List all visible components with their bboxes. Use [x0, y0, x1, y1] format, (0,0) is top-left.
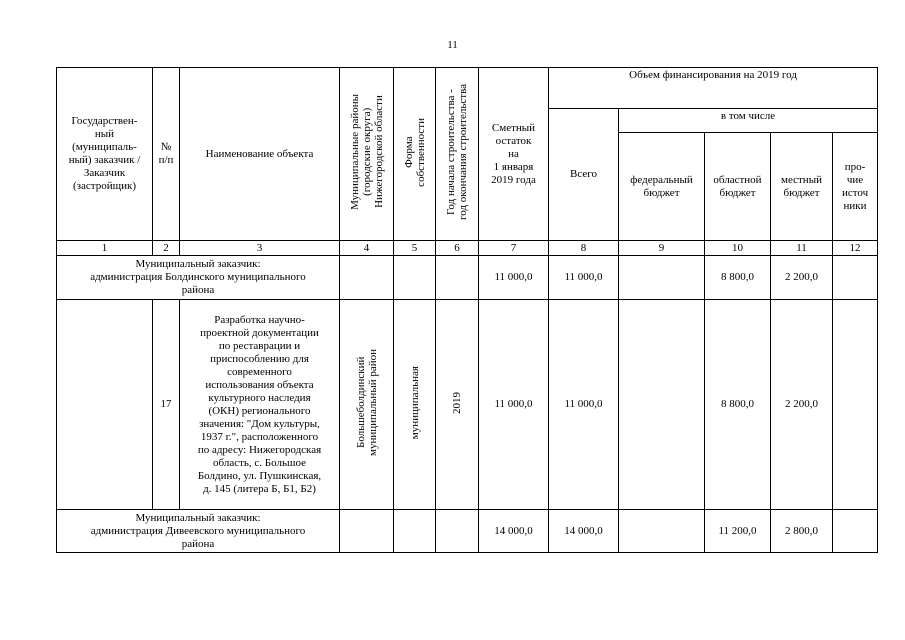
object-row-17 — [57, 300, 878, 510]
header-other-text: про- чие источ ники — [841, 160, 869, 212]
header-funding-total-text: Объем финансирования на 2019 год — [629, 69, 797, 81]
empty-cell — [436, 510, 479, 553]
total-cell: 11 000,0 — [549, 256, 619, 300]
group-row-diveevo — [57, 510, 878, 553]
column-number: 7 — [479, 241, 549, 256]
empty-cell — [394, 256, 436, 300]
header-ownership — [394, 68, 436, 241]
column-number: 2 — [153, 241, 180, 256]
header-balance-text: Сметный остаток на 1 января 2019 года — [491, 121, 536, 186]
group-label — [57, 510, 340, 553]
other-cell — [833, 510, 878, 553]
column-number: 1 — [57, 241, 153, 256]
federal-cell — [619, 510, 705, 553]
local-cell: 2 200,0 — [771, 256, 833, 300]
page-number: 11 — [447, 39, 458, 51]
balance-cell: 11 000,0 — [479, 256, 549, 300]
header-total — [549, 109, 619, 241]
federal-cell — [619, 256, 705, 300]
header-including — [619, 109, 878, 133]
ownership-cell — [394, 300, 436, 510]
group-label-text: Муниципальный заказчик: администрация Болдинского муниципального района — [90, 258, 306, 296]
empty-cell — [340, 510, 394, 553]
header-years — [436, 68, 479, 241]
district-cell — [340, 300, 394, 510]
header-regional — [705, 133, 771, 241]
header-ownership-text: Форма собственности — [402, 117, 427, 187]
empty-cell — [57, 300, 153, 510]
column-number: 3 — [180, 241, 340, 256]
column-number: 11 — [771, 241, 833, 256]
column-number: 6 — [436, 241, 479, 256]
total-cell: 14 000,0 — [549, 510, 619, 553]
object-name — [180, 300, 340, 510]
federal-cell — [619, 300, 705, 510]
header-other — [833, 133, 878, 241]
column-number: 8 — [549, 241, 619, 256]
regional-cell: 11 200,0 — [705, 510, 771, 553]
group-row-boldino — [57, 256, 878, 300]
column-number: 12 — [833, 241, 878, 256]
other-cell — [833, 256, 878, 300]
header-customer — [57, 68, 153, 241]
regional-cell: 8 800,0 — [705, 300, 771, 510]
district-text: Большеболдинский муниципальный район — [354, 349, 379, 456]
local-cell: 2 800,0 — [771, 510, 833, 553]
header-customer-text: Государствен- ный (муниципаль- ный) заказчик / Заказчик (застройщик) — [68, 115, 141, 192]
header-row-1 — [57, 68, 878, 109]
empty-cell — [436, 256, 479, 300]
header-object-name — [180, 68, 340, 241]
column-number: 10 — [705, 241, 771, 256]
header-object-name-text: Наименование объекта — [205, 147, 314, 160]
empty-cell — [394, 510, 436, 553]
header-num-text: № п/п — [158, 141, 174, 166]
balance-cell: 11 000,0 — [479, 300, 549, 510]
header-total-text: Всего — [570, 168, 597, 180]
object-name-text: Разработка научно- проектной документации по реставрации и приспособлению для современного использования объекта культурного наследия (ОКН) регионального значения: "Дом культуры, 1937 г.", расположенного по адресу: Нижегородская область, с. Большое Болдино, ул. Пушкинская, д. 145 (литера Б, Б1, Б2) — [197, 313, 322, 495]
total-cell: 11 000,0 — [549, 300, 619, 510]
balance-cell: 14 000,0 — [479, 510, 549, 553]
header-federal — [619, 133, 705, 241]
ownership-text: муниципальная — [408, 365, 421, 440]
column-numbers-row — [57, 241, 878, 256]
header-including-text: в том числе — [720, 110, 776, 122]
regional-cell: 8 800,0 — [705, 256, 771, 300]
header-num — [153, 68, 180, 241]
header-districts — [340, 68, 394, 241]
header-local — [771, 133, 833, 241]
group-label — [57, 256, 340, 300]
year-text: 2019 — [451, 391, 463, 414]
header-federal-text: федеральный бюджет — [630, 173, 693, 199]
column-number: 4 — [340, 241, 394, 256]
empty-cell — [340, 256, 394, 300]
local-cell: 2 200,0 — [771, 300, 833, 510]
funding-table — [56, 67, 878, 553]
header-years-text: Год начала строительства - год окончания строительства — [445, 84, 469, 220]
group-label-text: Муниципальный заказчик: администрация Дивеевского муниципального района — [90, 511, 306, 550]
column-number: 9 — [619, 241, 705, 256]
year-cell — [436, 300, 479, 510]
row-number: 17 — [153, 300, 180, 510]
header-funding-total — [549, 68, 878, 109]
header-regional-text: областной бюджет — [713, 173, 762, 199]
column-number: 5 — [394, 241, 436, 256]
other-cell — [833, 300, 878, 510]
header-balance — [479, 68, 549, 241]
header-local-text: местный бюджет — [781, 173, 822, 199]
header-districts-text: Муниципальные районы (городские округа) Нижегородской области — [348, 94, 385, 210]
